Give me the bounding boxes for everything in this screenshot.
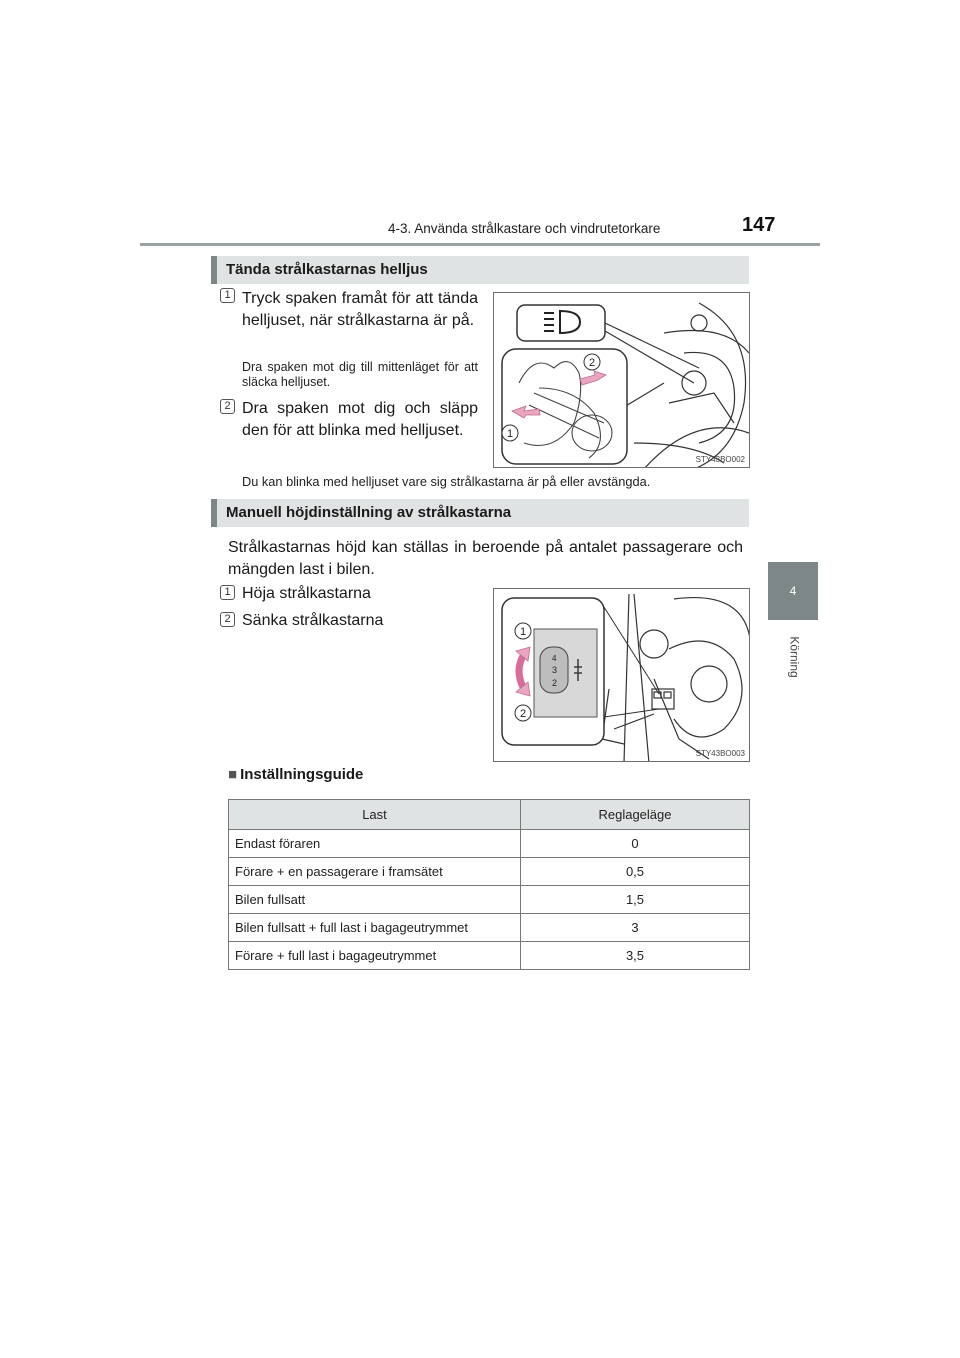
step-number-1: 1: [220, 585, 235, 600]
step-1-text: Tryck spaken framåt för att tända helljuset, när strålkastarna är på.: [242, 290, 478, 329]
table-row: [229, 858, 750, 886]
bullet-marker: ■: [228, 766, 238, 783]
load-cell: Förare + en passagerare i framsätet: [229, 858, 521, 886]
position-cell: 3: [521, 914, 750, 942]
table-row: [229, 886, 750, 914]
chapter-title: 4-3. Använda strålkastare och vindrutetorkare: [388, 221, 661, 236]
figure-headlight-lever: [493, 292, 750, 468]
header-divider: [140, 243, 820, 246]
figure2-callout-2: 2: [519, 708, 527, 720]
dial-label-3: 3: [552, 665, 558, 675]
page-number: 147: [742, 214, 776, 236]
dial-label-4: 4: [552, 654, 557, 663]
lower-headlights-text: Sänka strålkastarna: [242, 612, 384, 629]
figure2-callout-1: 1: [519, 626, 527, 638]
leveling-intro: Strålkastarnas höjd kan ställas in beroende på antalet passagerare och mängden last i bilen.: [228, 539, 743, 578]
section-title: Manuell höjdinställning av strålkastarna: [226, 504, 512, 521]
table-row: [229, 830, 750, 858]
column-header-load: Last: [229, 800, 521, 830]
position-cell: 3,5: [521, 942, 750, 970]
guide-heading: [228, 766, 363, 783]
figure-leveling-dial: [493, 588, 750, 762]
table-row: [229, 914, 750, 942]
position-cell: 1,5: [521, 886, 750, 914]
load-cell: Bilen fullsatt: [229, 886, 521, 914]
dial-label-2: 2: [552, 678, 558, 688]
figure1-callout-2: 2: [588, 357, 596, 369]
load-cell: Endast föraren: [229, 830, 521, 858]
load-cell: Förare + full last i bagageutrymmet: [229, 942, 521, 970]
lever-illustration: [494, 293, 750, 468]
section-title: Tända strålkastarnas helljus: [226, 261, 428, 278]
figure-code: STY43BO002: [695, 455, 745, 464]
dial-illustration: [494, 589, 750, 762]
step-number-1: 1: [220, 288, 235, 303]
chapter-tab-label-wrap: [784, 628, 804, 688]
step-number-2: 2: [220, 399, 235, 414]
leveling-guide-table: [228, 799, 750, 970]
step-2-text: Dra spaken mot dig och släpp den för att blinka med helljuset.: [242, 400, 478, 439]
figure1-callout-1: 1: [506, 428, 514, 440]
section-heading-high-beam: [211, 256, 749, 284]
chapter-tab-label: Körning: [787, 636, 802, 678]
load-cell: Bilen fullsatt + full last i bagageutrymmet: [229, 914, 521, 942]
high-beam-note: Du kan blinka med helljuset vare sig strålkastarna är på eller avstängda.: [242, 474, 651, 489]
guide-title: Inställningsguide: [240, 766, 364, 783]
step-1-note: Dra spaken mot dig till mittenläget för att släcka helljuset.: [242, 360, 478, 389]
chapter-tab[interactable]: 4: [768, 562, 818, 620]
raise-headlights-text: Höja strålkastarna: [242, 585, 371, 602]
step-number-2: 2: [220, 612, 235, 627]
column-header-position: Reglageläge: [521, 800, 750, 830]
position-cell: 0,5: [521, 858, 750, 886]
position-cell: 0: [521, 830, 750, 858]
section-heading-leveling: [211, 499, 749, 527]
table-row: [229, 942, 750, 970]
figure-code: STY43BO003: [695, 749, 745, 758]
table-header-row: [229, 800, 750, 830]
